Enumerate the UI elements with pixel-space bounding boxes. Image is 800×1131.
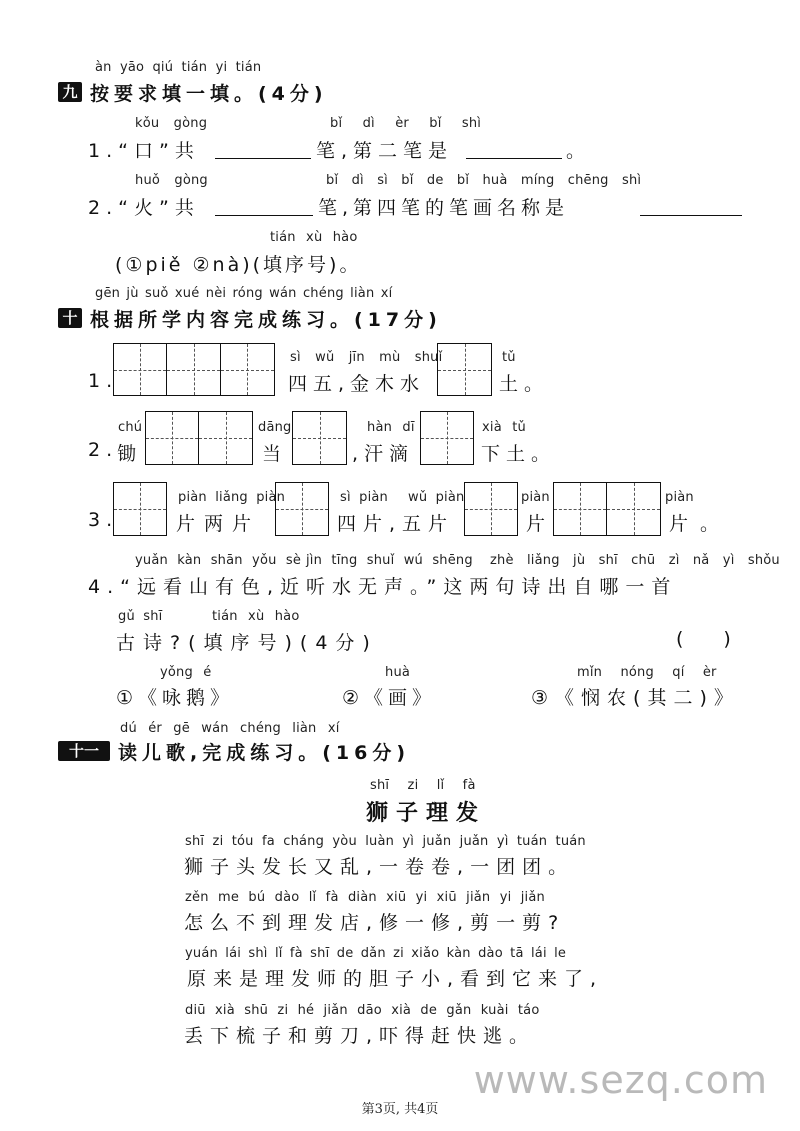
q9-2-blank-1[interactable] [215,215,313,216]
q9-2-pinyin-b: bǐ dì sì bǐ de bǐ huà míng chēng shì [326,173,642,188]
q10-1-pinyin-a: sì wǔ jīn mù shuǐ [290,350,443,365]
q10-4-pinyin-3: zhè liǎng jù shī chū zì nǎ yì shǒu [490,553,780,568]
sec11-badge: 十一 [58,741,110,761]
q10-1-text-b: 土。 [499,373,550,395]
q10-1-grid-b[interactable] [437,343,492,396]
sec11-title: 读儿歌,完成练习。(16分) [118,742,411,764]
q10-1-grid-a[interactable] [113,343,275,396]
q10-3-grid-b[interactable] [275,482,329,536]
q10-2-text-xt: 下土。 [481,443,557,465]
q10-2-pinyin-hd: hàn dī [367,420,415,435]
q9-1-text-a: 1.“口”共 [88,140,200,162]
q10-1-text-a: 四五,金木水 [288,373,426,395]
q10-4-opt2-pinyin: huà [385,665,411,680]
q10-2-pinyin-chu: chú [118,420,143,435]
q9-2-options: (①piě ②nà)(填序号)。 [115,254,362,276]
q10-1-pinyin-b: tǔ [502,350,516,365]
q9-1-pinyin-a: kǒu gòng [135,116,208,131]
q10-2-text-dang: 当 [262,443,288,465]
q10-3-grid-c[interactable] [464,482,518,536]
sec10-title-pinyin: gēn jù suǒ xué nèi róng wán chéng liàn xí [95,286,393,301]
q9-1-text-c: 。 [566,140,592,162]
poem-line3-pinyin: yuán lái shì lǐ fà shī de dǎn zi xiǎo kàn dào tā lái le [185,946,567,961]
q10-3-pinyin-3: wǔ piàn [408,490,465,505]
q10-4-pinyin-1: yuǎn kàn shān yǒu sè [135,553,302,568]
page-footer: 第3页, 共4页 [361,1102,439,1117]
q10-2-grid-b[interactable] [292,411,347,465]
poem-line4: 丢下梳子和剪刀,吓得赶快逃。 [184,1025,536,1047]
poem-line1: 狮子头发长又乱,一卷卷,一团团。 [184,856,575,878]
q10-4-pinyin-5: tián xù hào [212,609,300,624]
q10-2-text-chu: 锄 [117,443,143,465]
sec9-title: 按要求填一填。(4分) [90,83,328,105]
poem-title: 狮子理发 [366,801,487,826]
q9-2-text-a: 2.“火”共 [88,197,200,219]
q10-4-answer-paren[interactable]: () [676,628,771,650]
watermark: www.sezq.com [473,1058,768,1102]
q10-2-grid-a[interactable] [145,411,253,465]
poem-title-pinyin: shī zi lǐ fà [370,778,476,793]
q10-3-text-4: 片 [526,513,552,535]
q10-4-pinyin-4: gǔ shī [118,609,163,624]
q10-3-pinyin-5: piàn [665,490,694,505]
q10-1-number: 1. [88,370,119,392]
q10-3-pinyin-1: piàn liǎng piàn [178,490,286,505]
q10-3-pinyin-2: sì piàn [340,490,388,505]
q10-4-opt3-pinyin: mǐn nóng qí èr [577,665,717,680]
q10-3-text-1: 片两片 [176,513,261,535]
poem-line1-pinyin: shī zi tóu fa cháng yòu luàn yì juǎn juǎn yì tuán tuán [185,834,586,849]
q10-2-text-hd: ,汗滴 [352,443,415,465]
q10-4-opt1-pinyin: yǒng é [160,665,212,680]
sec9-badge: 九 [58,82,82,102]
q10-4-pinyin-2: jìn tīng shuǐ wú shēng [306,553,473,568]
poem-line3: 原来是理发师的胆子小,看到它来了, [187,968,604,990]
q10-2-number: 2. [88,439,119,461]
q10-3-grid-a[interactable] [113,482,167,536]
poem-line2-pinyin: zěn me bú dào lǐ fà diàn xiū yi xiū jiǎn yi jiǎn [185,890,545,905]
q10-3-grid-d[interactable] [553,482,661,536]
q10-4-opt2[interactable]: ②《画》 [342,687,437,709]
q10-2-pinyin-dang: dāng [258,420,292,435]
q10-4-question-line2: 古诗?(填序号)(4分) [116,632,378,654]
q9-1-text-b: 笔,第二笔是 [316,140,454,162]
q10-3-text-5: 片。 [669,513,732,535]
q10-4-opt1[interactable]: ①《咏鹅》 [116,687,235,709]
poem-line4-pinyin: diū xià shū zi hé jiǎn dāo xià de gǎn kuài táo [185,1003,540,1018]
q9-1-blank-1[interactable] [215,158,311,159]
q9-2-text-b: 笔,第四笔的笔画名称是 [318,197,570,219]
sec11-title-pinyin: dú ér gē wán chéng liàn xí [120,721,340,736]
q10-2-pinyin-xt: xià tǔ [482,420,526,435]
q10-4-question-line1: 4.“远看山有色,近听水无声。”这两句诗出自哪一首 [88,576,678,598]
q9-2-pinyin-a: huǒ gòng [135,173,208,188]
sec10-title: 根据所学内容完成练习。(17分) [90,309,442,331]
q10-3-text-2: 四片,五片 [337,513,455,535]
q9-2-blank-2[interactable] [640,215,742,216]
q10-3-number: 3. [88,509,119,531]
q10-3-pinyin-4: piàn [521,490,550,505]
q10-2-grid-c[interactable] [420,411,474,465]
q9-2-pinyin-c: tián xù hào [270,230,358,245]
sec9-title-pinyin: àn yāo qiú tián yi tián [95,60,262,75]
sec10-badge: 十 [58,308,82,328]
poem-line2: 怎么不到理发店,修一修,剪一剪? [184,912,566,934]
q9-1-pinyin-b: bǐ dì èr bǐ shì [330,116,482,131]
q10-4-opt3[interactable]: ③《悯农(其二)》 [531,687,740,709]
q9-1-blank-2[interactable] [466,158,562,159]
